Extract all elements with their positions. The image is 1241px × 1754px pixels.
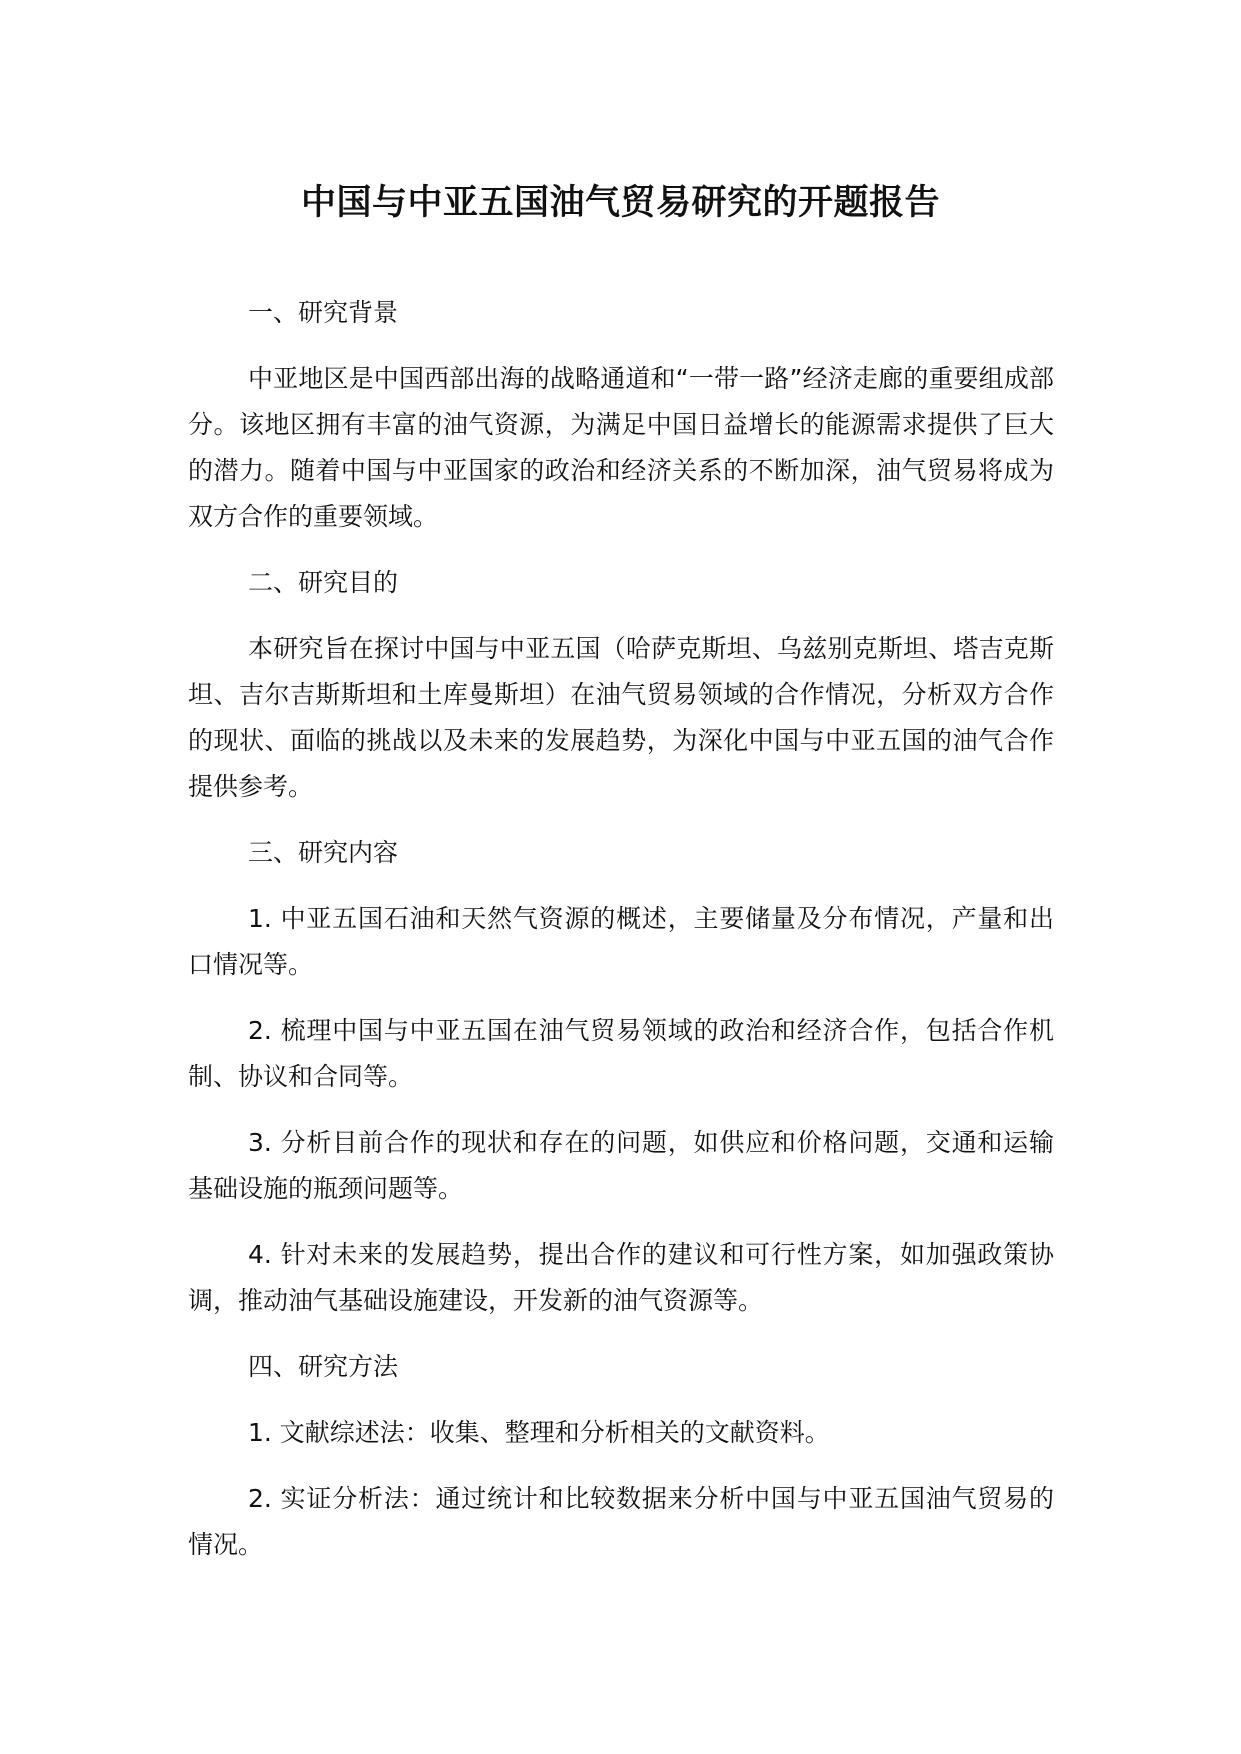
list-item: 2. 梳理中国与中亚五国在油气贸易领域的政治和经济合作，包括合作机制、协议和合同等。: [188, 1016, 1054, 1091]
section-heading: 三、研究内容: [248, 838, 399, 867]
section-heading: 一、研究背景: [248, 298, 399, 327]
section-content: [188, 830, 1054, 1324]
document-body: [188, 290, 1054, 1588]
section-heading: 四、研究方法: [248, 1352, 399, 1381]
list-item: 4. 针对未来的发展趋势，提出合作的建议和可行性方案，如加强政策协调，推动油气基础设施建设，开发新的油气资源等。: [188, 1240, 1054, 1315]
paragraph: 本研究旨在探讨中国与中亚五国（哈萨克斯坦、乌兹别克斯坦、塔吉克斯坦、吉尔吉斯斯坦和土库曼斯坦）在油气贸易领域的合作情况，分析双方合作的现状、面临的挑战以及未来的发展趋势，为深化中国与中亚五国的油气合作提供参考。: [188, 634, 1054, 801]
document-title: 中国与中亚五国油气贸易研究的开题报告: [300, 183, 940, 223]
list-item: 3. 分析目前合作的现状和存在的问题，如供应和价格问题，交通和运输基础设施的瓶颈问题等。: [188, 1128, 1054, 1203]
section-heading: 二、研究目的: [248, 568, 399, 597]
section-background: [188, 290, 1054, 540]
paragraph: 中亚地区是中国西部出海的战略通道和“一带一路”经济走廊的重要组成部分。该地区拥有丰富的油气资源，为满足中国日益增长的能源需求提供了巨大的潜力。随着中国与中亚国家的政治和经济关系的不断加深，油气贸易将成为双方合作的重要领域。: [188, 364, 1054, 531]
list-item: 1. 文献综述法：收集、整理和分析相关的文献资料。: [248, 1418, 830, 1447]
section-methods: [188, 1344, 1054, 1568]
list-item: 2. 实证分析法：通过统计和比较数据来分析中国与中亚五国油气贸易的情况。: [188, 1484, 1054, 1559]
list-item: 1. 中亚五国石油和天然气资源的概述，主要储量及分布情况，产量和出口情况等。: [188, 904, 1054, 979]
section-purpose: [188, 560, 1054, 810]
